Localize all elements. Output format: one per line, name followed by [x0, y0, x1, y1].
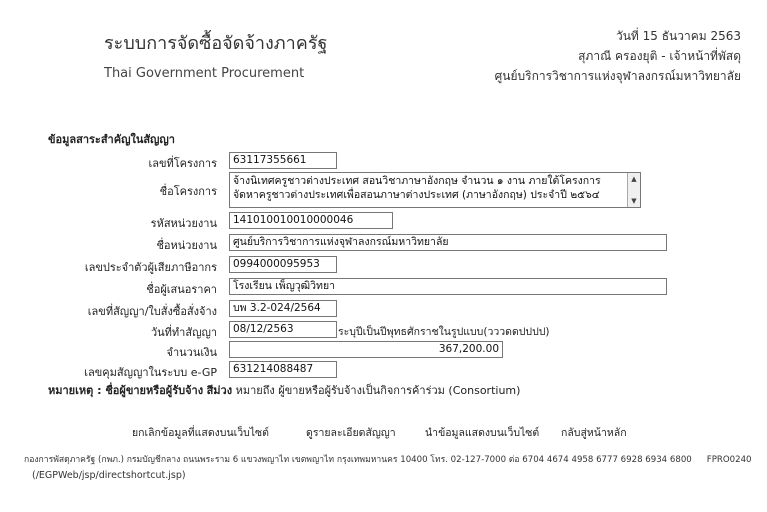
egp-no-label: เลขคุมสัญญาในระบบ e-GP	[84, 366, 217, 379]
contract-date-field[interactable]: 08/12/2563	[229, 321, 337, 338]
project-no-field[interactable]: 63117355661	[229, 152, 337, 169]
note-emphasis: สีม่วง	[206, 384, 233, 397]
unit-code-field[interactable]: 141010010010000046	[229, 212, 393, 229]
contract-date-hint: ระบุปีเป็นปีพุทธศักราชในรูปแบบ(วววดดปปปป)	[338, 326, 550, 338]
footer-address: กองการพัสดุภาครัฐ (กพภ.) กรมบัญชีกลาง ถนนพระราม 6 แขวงพญาไท เขตพญาไท กรุงเทพมหานคร 10400 โทร. 02-127-7000 ต่อ 6704 4674 4958 6777 6928 6934 6800	[24, 455, 692, 465]
footer-path: (/EGPWeb/jsp/directshortcut.jsp)	[32, 470, 186, 481]
section-title: ข้อมูลสาระสำคัญในสัญญา	[48, 133, 175, 146]
home-link[interactable]: กลับสู่หน้าหลัก	[561, 427, 627, 439]
footer-code: FPRO0240	[706, 455, 752, 465]
date-text: วันที่ 15 ธันวาคม 2563	[615, 29, 741, 43]
note-prefix: หมายเหตุ : ชื่อผู้ขายหรือผู้รับจ้าง	[48, 384, 204, 397]
officer-text: สุภาณี ครองยุติ - เจ้าหน้าที่พัสดุ	[578, 49, 741, 63]
organization-text: ศูนย์บริการวิชาการแห่งจุฬาลงกรณ์มหาวิทยาลัย	[494, 69, 741, 83]
note-suffix: หมายถึง ผู้ขายหรือผู้รับจ้างเป็นกิจการค้าร่วม (Consortium)	[235, 384, 521, 397]
scroll-down-icon[interactable]: ▼	[631, 197, 637, 205]
bidder-field[interactable]: โรงเรียน เพ็ญวุฒิวิทยา	[229, 278, 667, 295]
amount-field[interactable]: 367,200.00	[229, 341, 503, 358]
project-name-label: ชื่อโครงการ	[159, 185, 217, 198]
project-name-line-1: จ้างนิเทศครูชาวต่างประเทศ สอนวิชาภาษาอังกฤษ จำนวน ๑ งาน ภายใต้โครงการ	[233, 175, 601, 187]
egp-no-field[interactable]: 631214088487	[229, 361, 337, 378]
unit-name-field[interactable]: ศูนย์บริการวิชาการแห่งจุฬาลงกรณ์มหาวิทยาลัย	[229, 234, 667, 251]
tax-id-field[interactable]: 0994000095953	[229, 256, 337, 273]
system-title-th: ระบบการจัดซื้อจัดจ้างภาครัฐ	[104, 33, 328, 54]
scroll-up-icon[interactable]: ▲	[631, 175, 637, 183]
note-text	[48, 381, 520, 399]
contract-no-field[interactable]: บพ 3.2-024/2564	[229, 300, 337, 317]
textarea-scrollbar[interactable]	[627, 173, 640, 207]
system-title-en: Thai Government Procurement	[104, 66, 305, 81]
project-no-label: เลขที่โครงการ	[148, 157, 217, 170]
cancel-display-link[interactable]: ยกเลิกข้อมูลที่แสดงบนเว็บไซต์	[132, 427, 269, 439]
amount-label: จำนวนเงิน	[166, 346, 217, 359]
bidder-label: ชื่อผู้เสนอราคา	[146, 283, 217, 296]
unit-name-label: ชื่อหน่วยงาน	[156, 239, 217, 252]
contract-no-label: เลขที่สัญญา/ใบสั่งซื้อสั่งจ้าง	[87, 305, 217, 318]
contract-date-label: วันที่ทำสัญญา	[150, 326, 217, 339]
publish-web-link[interactable]: นำข้อมูลแสดงบนเว็บไซต์	[425, 427, 540, 439]
view-contract-link[interactable]: ดูรายละเอียดสัญญา	[306, 427, 396, 439]
project-name-textarea[interactable]	[229, 172, 641, 208]
unit-code-label: รหัสหน่วยงาน	[150, 217, 217, 230]
tax-id-label: เลขประจำตัวผู้เสียภาษีอากร	[84, 261, 217, 274]
project-name-line-2: จัดหาครูชาวต่างประเทศเพื่อสอนภาษาต่างประเทศ (ภาษาอังกฤษ) ประจำปี ๒๕๖๔	[233, 189, 600, 201]
footer	[24, 452, 752, 484]
